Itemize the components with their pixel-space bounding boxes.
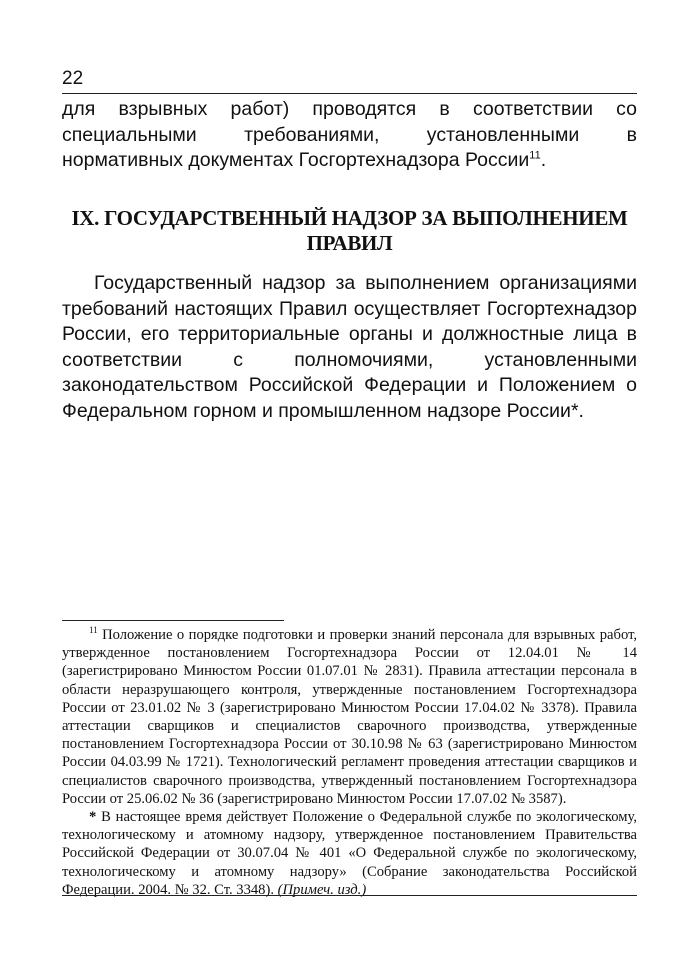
header-rule xyxy=(62,93,637,94)
footnote-rule xyxy=(62,620,284,621)
page-number: 22 xyxy=(62,68,84,89)
footnote-11-mark: 11 xyxy=(89,625,98,636)
body-paragraph: Государственный надзор за выполнением организациями требований настоящих Правил осуществляет Госгортехнадзор России, его территориальные органы и должностные лица в соответствии с полномочиями, установленными законодательством Российской Федерации и Положением о Федеральном горном и промышленном надзоре России*. xyxy=(62,272,637,422)
footnote-11-text: Положение о порядке подготовки и проверки знаний персонала для взрывных работ, утвержденное постановлением Госгортехнадзора России от 12.04.01 № 14 (зарегистрировано Минюстом России 01.07.01 № 2831). Правила аттестации персонала в области неразрушающего контроля, утвержденные постановлением Госгортехнадзора России от 23.01.02 № 3 (зарегистрировано Минюстом России 17.04.02 № 3378). Правила аттестации сварщиков и специалистов сварочного производства, утвержденные постановлением Госгортехнадзора России от 30.10.98 № 63 (зарегистрировано Минюстом России 04.03.99 № 1721). Технологический регламент проведения аттестации сварщиков и специалистов сварочного производства, утвержденный постановлением Госгортехнадзора России от 25.06.02 № 36 (зарегистрировано Минюстом России 17.07.02 № 3587). xyxy=(62,627,637,807)
footnote-star-mark: * xyxy=(89,809,97,826)
footer-rule xyxy=(62,895,637,896)
footnote-star-text: В настоящее время действует Положение о Федеральной службе по экологическому, технологическому и атомному надзору, утвержденное постановлением Правительства Российской Федерации от 30.07.04 № 401 «О Федеральной службе по экологическому, технологическому и атомному надзору» (Собрание законодательства Российской Федерации. 2004. № 32. Ст. 3348). xyxy=(62,809,637,898)
continuation-text: для взрывных работ) проводятся в соответствии со специальными требованиями, установленными в нормативных документах Госгортехнадзора России xyxy=(62,98,637,172)
continuation-end: . xyxy=(540,149,547,172)
footnote-ref-11: 11 xyxy=(529,149,541,162)
continuation-paragraph xyxy=(62,97,637,174)
footnote-star xyxy=(62,808,637,899)
editor-note: (Примеч. изд.) xyxy=(277,881,367,898)
footnotes-block xyxy=(62,626,637,899)
section-heading: IX. ГОСУДАРСТВЕННЫЙ НАДЗОР ЗА ВЫПОЛНЕНИЕМ ПРАВИЛ xyxy=(71,206,628,255)
footnote-11 xyxy=(62,626,637,808)
